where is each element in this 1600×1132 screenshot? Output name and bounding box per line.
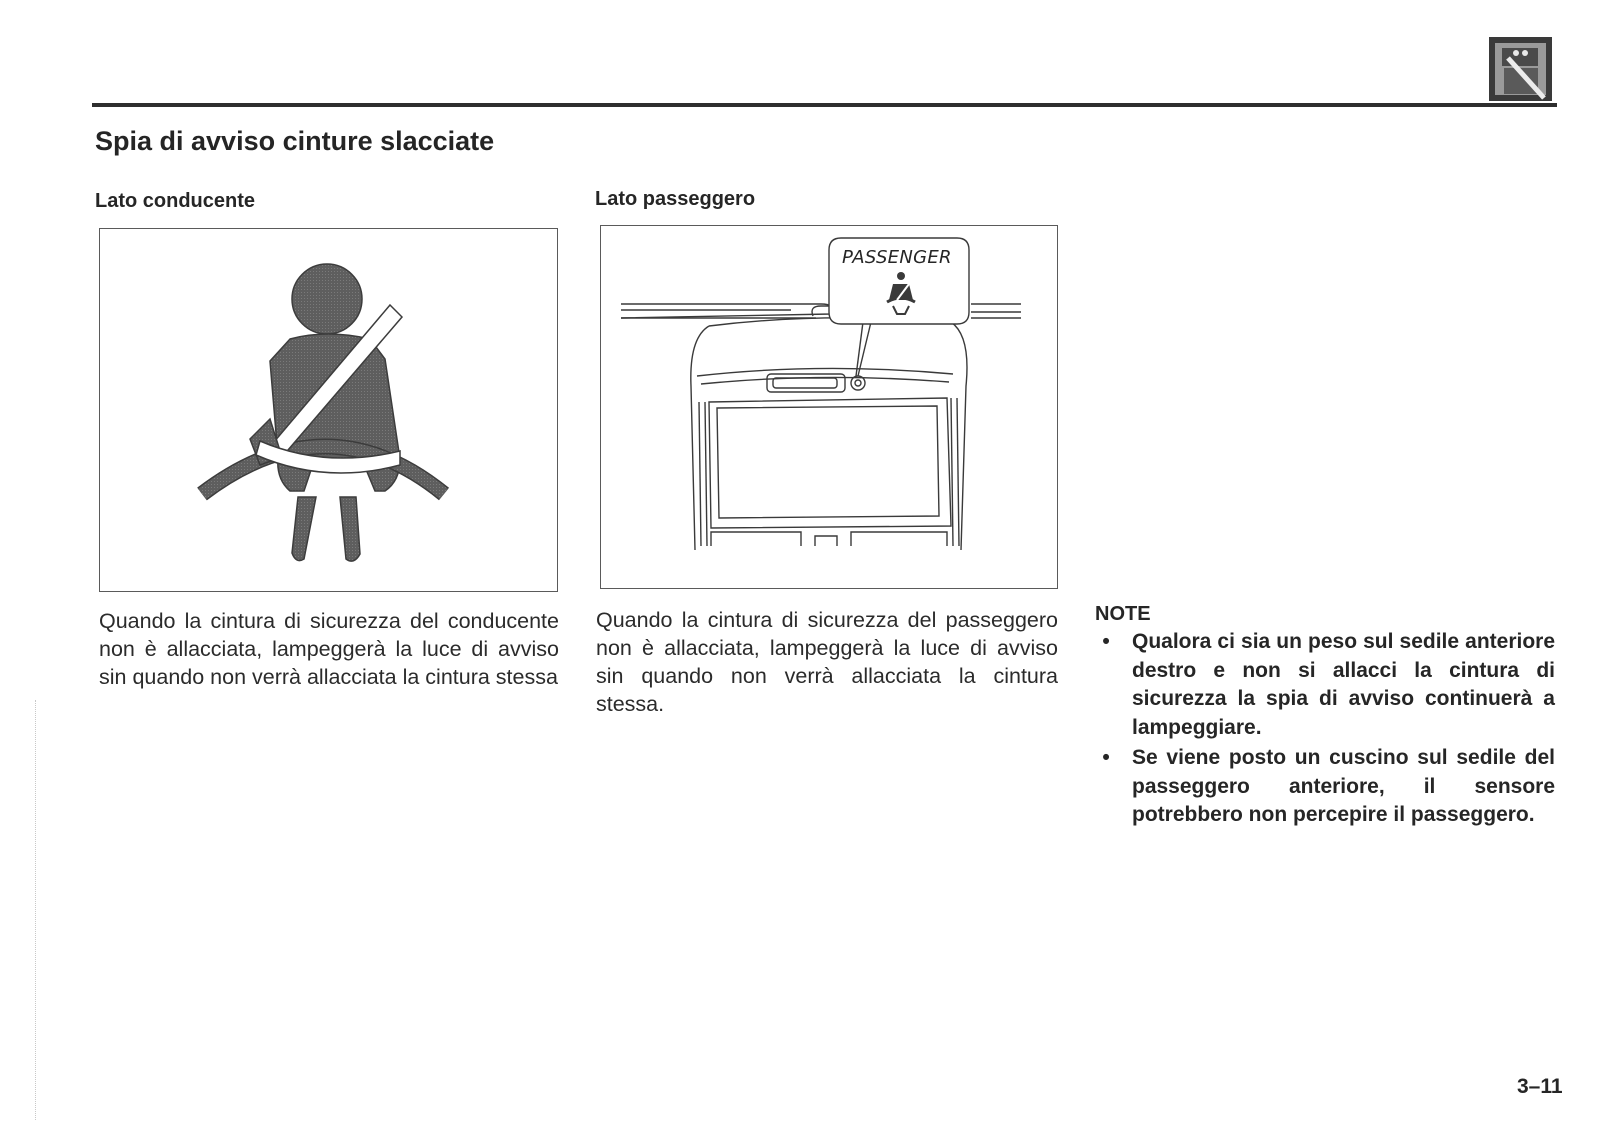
- header-rule: [92, 103, 1557, 107]
- note-block: [1095, 603, 1555, 832]
- note-item-text: Qualora ci sia un peso sul sedile anteriore destro e non si allacci la cintura di sicurezza la spia di avviso continuerà a lampeggiare.: [1132, 630, 1555, 739]
- note-title: NOTE: [1095, 603, 1151, 625]
- page-number: 3–11: [1517, 1075, 1563, 1098]
- note-list: [1095, 628, 1555, 830]
- driver-description: Quando la cintura di sicurezza del conducente non è allacciata, lampeggerà la luce di avviso sin quando non verrà allacciata la cintura stessa: [99, 609, 559, 689]
- bullet-icon: •: [1102, 630, 1110, 653]
- driver-side-heading: Lato conducente: [95, 190, 256, 212]
- scan-edge-marks: [35, 700, 38, 1120]
- driver-seatbelt-figure: [99, 228, 558, 592]
- section-title: Spia di avviso cinture slacciate: [95, 126, 495, 156]
- passenger-indicator-figure: [600, 225, 1058, 589]
- passenger-indicator-label: PASSENGER: [842, 247, 952, 268]
- seatbelt-tab-icon: [1488, 36, 1553, 102]
- passenger-description: Quando la cintura di sicurezza del passeggero non è allacciata, lampeggerà la luce di avviso sin quando non verrà allacciata la cintura stessa.: [596, 608, 1058, 716]
- note-item: [1095, 744, 1555, 830]
- seatbelt-warning-icon: [100, 229, 557, 591]
- note-item: [1095, 628, 1555, 742]
- bullet-icon: •: [1102, 746, 1110, 769]
- passenger-side-heading: Lato passeggero: [595, 188, 756, 210]
- overhead-console-diagram: [601, 226, 1057, 588]
- note-item-text: Se viene posto un cuscino sul sedile del passeggero anteriore, il sensore potrebbero non percepire il passeggero.: [1132, 746, 1555, 826]
